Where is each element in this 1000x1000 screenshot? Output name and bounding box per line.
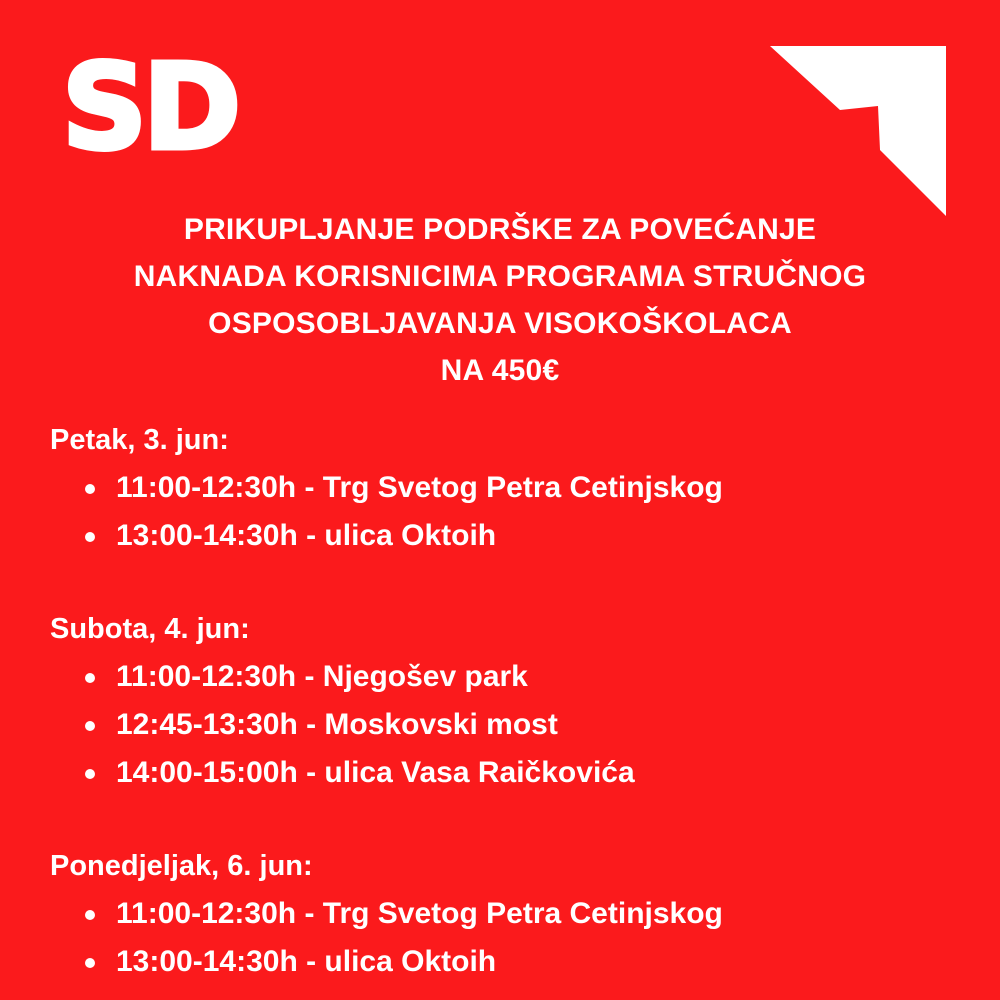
bullet-icon: [85, 910, 95, 920]
day-title: Petak, 3. jun:: [50, 424, 229, 456]
time-slot-list: [50, 890, 970, 986]
headline-line: NAKNADA KORISNICIMA PROGRAMA STRUČNOG: [133, 260, 867, 293]
time-slot-text: 11:00-12:30h - Trg Svetog Petra Cetinjskog: [116, 897, 723, 930]
headline-line: PRIKUPLJANJE PODRŠKE ZA POVEĆANJE: [183, 213, 817, 246]
time-slot-text: 14:00-15:00h - ulica Vasa Raičkovića: [116, 756, 635, 789]
bullet-icon: [85, 958, 95, 968]
headline-line: OSPOSOBLJAVANJA VISOKOŠKOLACA: [208, 307, 792, 340]
time-slot-text: 12:45-13:30h - Moskovski most: [116, 708, 558, 741]
time-slot-list: [50, 653, 970, 797]
headline: [0, 206, 1000, 394]
bullet-icon: [85, 532, 95, 542]
bullet-icon: [85, 673, 95, 683]
headline-line: NA 450€: [440, 354, 560, 387]
party-logo: SD: [62, 38, 237, 176]
time-slot: [50, 512, 970, 560]
time-slot: [50, 890, 970, 938]
schedule: [50, 416, 970, 1000]
time-slot: [50, 701, 970, 749]
day-block: [50, 605, 970, 797]
time-slot-list: [50, 464, 970, 560]
day-block: [50, 416, 970, 560]
time-slot: [50, 464, 970, 512]
time-slot-text: 11:00-12:30h - Njegošev park: [116, 660, 528, 693]
time-slot-text: 13:00-14:30h - ulica Oktoih: [116, 519, 497, 552]
bullet-icon: [85, 769, 95, 779]
corner-bracket-icon: [770, 40, 952, 222]
time-slot: [50, 653, 970, 701]
bullet-icon: [85, 484, 95, 494]
time-slot-text: 13:00-14:30h - ulica Oktoih: [116, 945, 497, 978]
time-slot-text: 11:00-12:30h - Trg Svetog Petra Cetinjskog: [116, 471, 723, 504]
day-title: Subota, 4. jun:: [50, 613, 250, 645]
bullet-icon: [85, 721, 95, 731]
time-slot: [50, 938, 970, 986]
time-slot: [50, 749, 970, 797]
day-title: Ponedjeljak, 6. jun:: [50, 850, 313, 882]
day-block: [50, 842, 970, 986]
